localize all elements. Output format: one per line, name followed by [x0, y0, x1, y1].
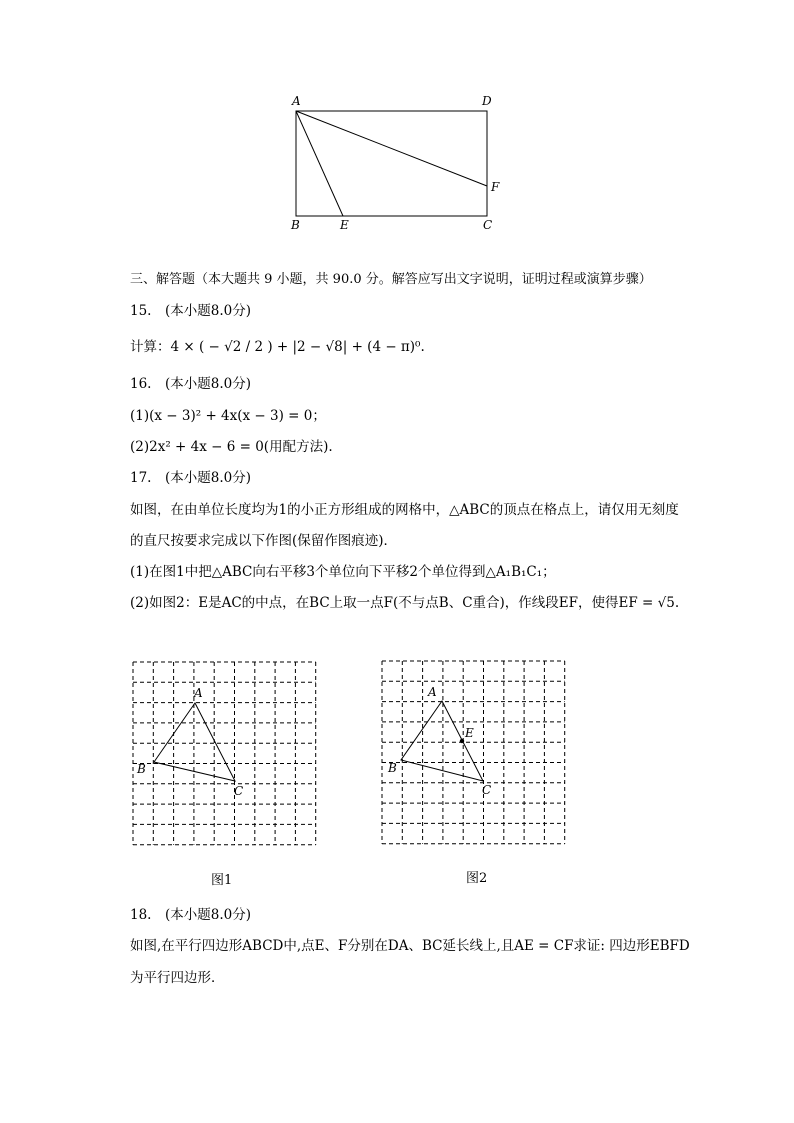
label-E: E — [340, 218, 349, 232]
grid2-label-E: E — [465, 726, 474, 740]
q17-header: 17. (本小题8.0分) — [130, 470, 251, 486]
q16-header: 16. (本小题8.0分) — [130, 376, 251, 392]
q17-line1: 如图，在由单位长度均为1的小正方形组成的网格中，△ABC的顶点在格点上，请仅用无刻度 — [130, 502, 679, 518]
q17-part1: (1)在图1中把△ABC向右平移3个单位向下平移2个单位得到△A₁B₁C₁； — [130, 564, 556, 580]
q18-line1: 如图,在平行四边形ABCD中,点E、F分别在DA、BC延长线上,且AE = CF求证: 四边形EBFD — [130, 938, 690, 954]
grid1-caption: 图1 — [211, 873, 233, 888]
label-A: A — [292, 94, 301, 108]
rectangle-figure — [280, 90, 510, 240]
grid2-label-C: C — [482, 783, 492, 797]
grid-figure-2 — [376, 655, 576, 850]
q17-line2: 的直尺按要求完成以下作图(保留作图痕迹)． — [130, 533, 398, 549]
grid1-label-A: A — [194, 686, 203, 700]
q18-header: 18. (本小题8.0分) — [130, 907, 251, 923]
q16-part2: (2)2x² + 4x − 6 = 0(用配方法). — [130, 439, 333, 455]
q15-header: 15. (本小题8.0分) — [130, 303, 251, 319]
label-B: B — [291, 218, 300, 232]
q17-part2: (2)如图2：E是AC的中点，在BC上取一点F(不与点B、C重合)，作线段EF，使得EF = √5. — [130, 595, 680, 611]
grid2-caption: 图2 — [466, 871, 488, 886]
grid2-label-A: A — [428, 685, 437, 699]
q16-part1: (1)(x − 3)² + 4x(x − 3) = 0； — [130, 408, 326, 424]
section-heading: 三、解答题（本大题共 9 小题，共 90.0 分。解答应写出文字说明，证明过程或演算步骤） — [130, 272, 652, 287]
label-D: D — [482, 94, 492, 108]
q18-line2: 为平行四边形． — [130, 970, 225, 986]
label-F: F — [491, 180, 500, 194]
grid1-label-C: C — [234, 784, 244, 798]
grid2-label-B: B — [388, 761, 397, 775]
grid1-label-B: B — [137, 762, 146, 776]
label-C: C — [483, 218, 493, 232]
q15-expression: 计算：4 × ( − √2 / 2 ) + |2 − √8| + (4 − π)⁰. — [130, 339, 425, 355]
grid-figure-1 — [125, 655, 325, 850]
point-E — [460, 739, 464, 743]
